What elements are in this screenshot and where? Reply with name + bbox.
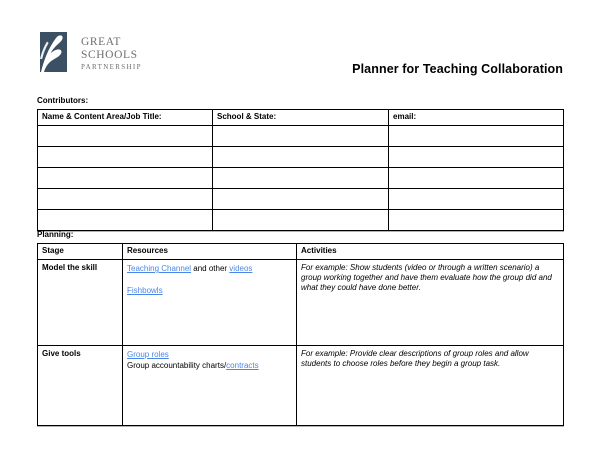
column-header-school: School & State:	[213, 110, 389, 126]
resource-line	[127, 285, 292, 296]
logo-line-partnership: PARTNERSHIP	[81, 63, 142, 71]
contributor-empty-cell[interactable]	[38, 189, 213, 210]
contributor-empty-cell[interactable]	[38, 126, 213, 147]
planning-header-row	[38, 244, 564, 260]
contributor-row	[38, 210, 564, 231]
logo	[40, 32, 142, 72]
contributor-empty-cell[interactable]	[213, 189, 389, 210]
contributor-empty-cell[interactable]	[38, 168, 213, 189]
group-roles-link[interactable]: Group roles	[127, 350, 169, 359]
column-header-activities: Activities	[297, 244, 564, 260]
contributor-row	[38, 126, 564, 147]
resource-line	[127, 274, 292, 285]
great-schools-logo-icon	[40, 32, 67, 72]
resource-text: Group accountability charts/	[127, 361, 227, 370]
contributor-empty-cell[interactable]	[38, 210, 213, 231]
contributor-empty-cell[interactable]	[213, 210, 389, 231]
stage-cell: Model the skill	[38, 260, 123, 346]
contributor-empty-cell[interactable]	[389, 168, 564, 189]
resource-line	[127, 263, 292, 274]
planning-row-give-tools	[38, 346, 564, 426]
contributor-row	[38, 189, 564, 210]
contributor-empty-cell[interactable]	[389, 147, 564, 168]
contributor-empty-cell[interactable]	[213, 168, 389, 189]
contracts-link[interactable]: contracts	[226, 361, 259, 370]
activities-cell: For example: Provide clear descriptions of group roles and allow students to choose roles before they begin a group task.	[297, 346, 564, 426]
planning-label: Planning:	[37, 230, 74, 239]
teaching-channel-link[interactable]: Teaching Channel	[127, 264, 192, 273]
contributors-table	[37, 109, 564, 231]
activities-cell: For example: Show students (video or through a written scenario) a group working together and have them evaluate how the group did and what they could have done better.	[297, 260, 564, 346]
resource-line	[127, 360, 292, 371]
logo-line-schools: SCHOOLS	[81, 49, 138, 61]
column-header-email: email:	[389, 110, 564, 126]
stage-cell: Give tools	[38, 346, 123, 426]
contributor-row	[38, 168, 564, 189]
fishbowls-link[interactable]: Fishbowls	[127, 286, 163, 295]
contributor-empty-cell[interactable]	[38, 147, 213, 168]
planning-table	[37, 243, 564, 426]
videos-link[interactable]: videos	[229, 264, 253, 273]
column-header-resources: Resources	[123, 244, 297, 260]
planning-row-model-the-skill	[38, 260, 564, 346]
page-title: Planner for Teaching Collaboration	[352, 62, 563, 76]
resources-cell	[123, 346, 297, 426]
logo-line-great: GREAT	[81, 36, 122, 48]
contributor-empty-cell[interactable]	[389, 126, 564, 147]
logo-wordmark	[81, 32, 142, 71]
resources-cell	[123, 260, 297, 346]
contributor-row	[38, 147, 564, 168]
contributor-empty-cell[interactable]	[213, 126, 389, 147]
column-header-stage: Stage	[38, 244, 123, 260]
contributors-label: Contributors:	[37, 96, 89, 105]
contributor-empty-cell[interactable]	[213, 147, 389, 168]
column-header-name: Name & Content Area/Job Title:	[38, 110, 213, 126]
contributor-empty-cell[interactable]	[389, 189, 564, 210]
resource-line	[127, 349, 292, 360]
contributors-header-row	[38, 110, 564, 126]
resource-text: and other	[191, 264, 230, 273]
contributor-empty-cell[interactable]	[389, 210, 564, 231]
